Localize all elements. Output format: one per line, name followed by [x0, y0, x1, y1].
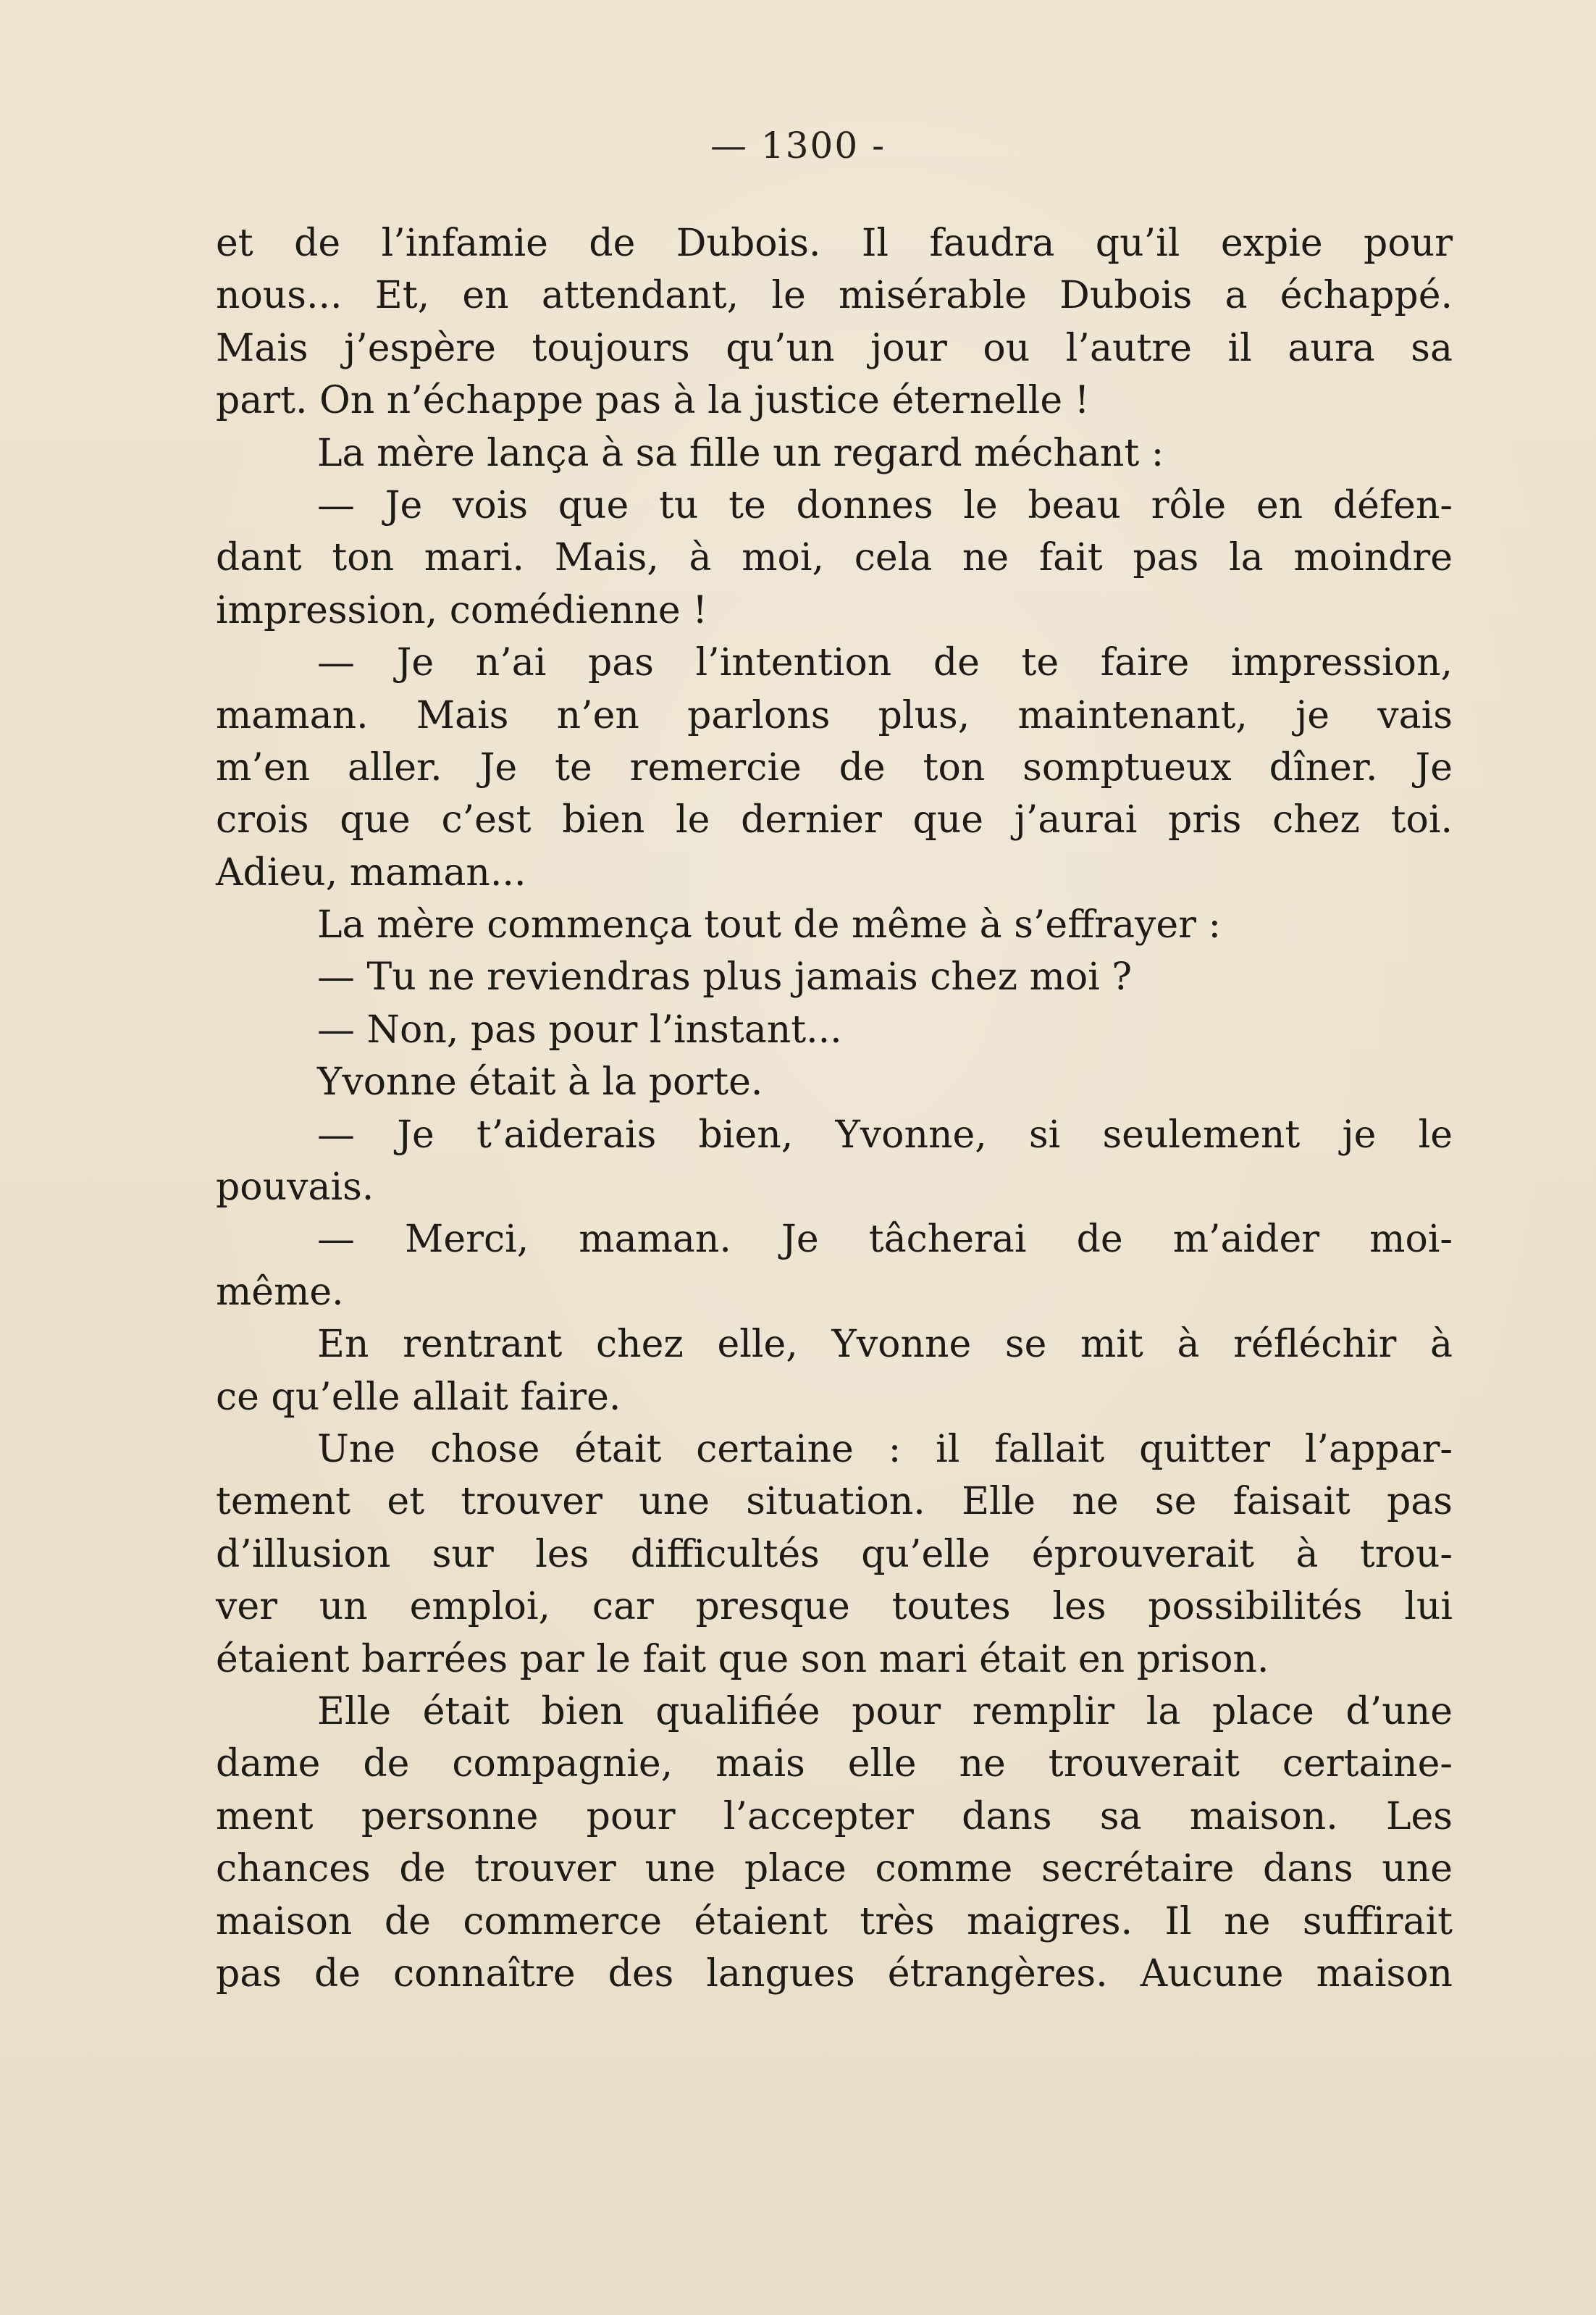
text-line: chances de trouver une place comme secrétaire dans une [216, 1847, 1453, 1891]
text-line: même. [216, 1270, 344, 1314]
text-line: impression, comédienne ! [216, 588, 708, 632]
text-line: pas de connaître des langues étrangères. Aucune maison [216, 1951, 1453, 1996]
text-line: dame de compagnie, mais elle ne trouverait certaine- [216, 1742, 1453, 1786]
text-line: ver un emploi, car presque toutes les possibilités lui [216, 1585, 1453, 1629]
text-line: — Je t’aiderais bien, Yvonne, si seulement je le [317, 1113, 1453, 1157]
text-line: m’en aller. Je te remercie de ton somptueux dîner. Je [216, 745, 1453, 790]
text-line: part. On n’échappe pas à la justice éternelle ! [216, 379, 1090, 423]
page-number: — 1300 - [710, 125, 886, 167]
text-line: La mère lança à sa fille un regard méchant : [317, 431, 1164, 475]
text-line: Yvonne était à la porte. [317, 1060, 763, 1105]
text-line: tement et trouver une situation. Elle ne se faisait pas [216, 1480, 1453, 1524]
text-line: — Je vois que tu te donnes le beau rôle en défen- [317, 483, 1453, 527]
text-line: maison de commerce étaient très maigres. Il ne suffirait [216, 1899, 1453, 1943]
text-line: Adieu, maman... [216, 850, 526, 895]
text-line: ce qu’elle allait faire. [216, 1375, 621, 1419]
text-line: En rentrant chez elle, Yvonne se mit à réfléchir à [317, 1323, 1453, 1367]
page-text [216, 217, 1453, 2000]
text-line: étaient barrées par le fait que son mari était en prison. [216, 1637, 1269, 1681]
text-line: — Tu ne reviendras plus jamais chez moi ? [317, 955, 1133, 1000]
text-line: crois que c’est bien le dernier que j’aurai pris chez toi. [216, 798, 1453, 842]
text-line: nous... Et, en attendant, le misérable Dubois a échappé. [216, 274, 1453, 318]
text-line: pouvais. [216, 1165, 374, 1210]
text-line: et de l’infamie de Dubois. Il faudra qu’il expie pour [216, 222, 1453, 265]
text-line: La mère commença tout de même à s’effrayer : [317, 903, 1222, 947]
text-line: — Non, pas pour l’instant... [317, 1008, 842, 1052]
text-line: — Je n’ai pas l’intention de te faire impression, [317, 641, 1453, 685]
text-line: Mais j’espère toujours qu’un jour ou l’autre il aura sa [216, 326, 1453, 370]
text-line: ment personne pour l’accepter dans sa maison. Les [216, 1794, 1453, 1838]
text-line: Elle était bien qualifiée pour remplir la place d’une [317, 1689, 1453, 1733]
text-line: d’illusion sur les difficultés qu’elle éprouverait à trou- [216, 1532, 1453, 1576]
text-line: dant ton mari. Mais, à moi, cela ne fait pas la moindre [216, 536, 1453, 580]
text-line: maman. Mais n’en parlons plus, maintenant, je vais [216, 693, 1453, 737]
text-line: — Merci, maman. Je tâcherai de m’aider moi- [317, 1218, 1453, 1262]
text-line: Une chose était certaine : il fallait quitter l’appar- [317, 1427, 1453, 1471]
